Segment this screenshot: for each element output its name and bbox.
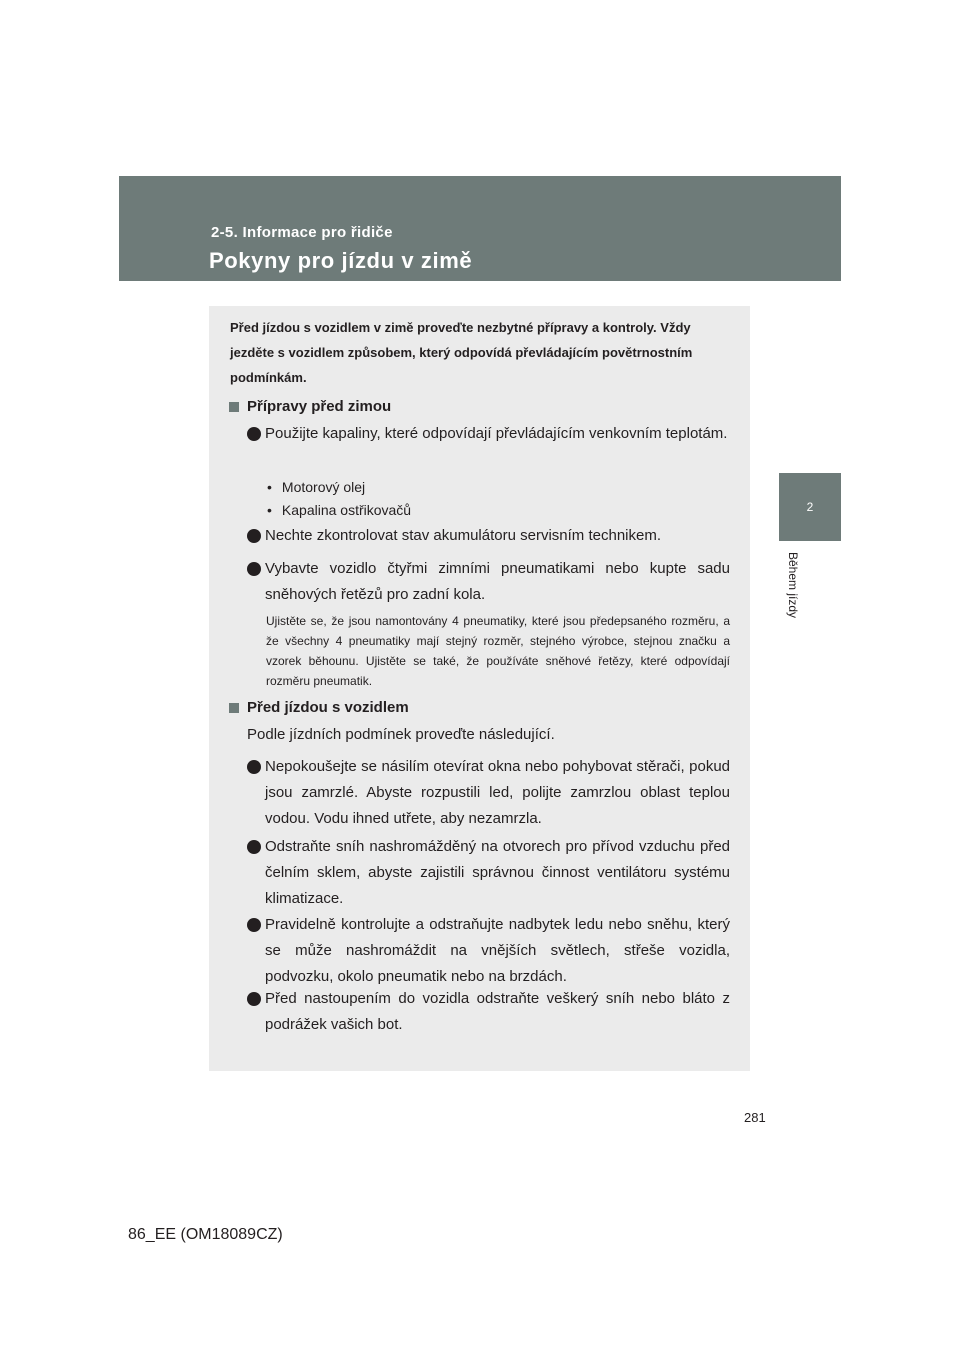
- round-bullet-icon: [247, 529, 261, 543]
- intro-text: Před jízdou s vozidlem v zimě proveďte nezbytné přípravy a kontroly. Vždy jezděte s vozidlem způsobem, který odpovídá převládajícím povětrnostním podmínkám.: [230, 320, 693, 385]
- list-item: [247, 523, 730, 549]
- list-item-text: Odstraňte sníh nashromážděný na otvorech pro přívod vzduchu před čelním sklem, abyste zajistili správnou činnost ventilátoru systému klimatizace.: [265, 838, 730, 907]
- list-item: [247, 556, 730, 608]
- chapter-number: 2: [806, 500, 814, 514]
- list-item-text: Pravidelně kontrolujte a odstraňujte nadbytek ledu nebo sněhu, který se může nashromáždit na vnějších světlech, střeše vozidla, podvozku, okolo pneumatik nebo na brzdách.: [265, 916, 730, 985]
- section-number: 2-5. Informace pro řidiče: [211, 224, 393, 241]
- round-bullet-icon: [247, 840, 261, 854]
- round-bullet-icon: [247, 427, 261, 441]
- page-title: Pokyny pro jízdu v zimě: [209, 248, 473, 273]
- square-bullet-icon: [229, 402, 239, 412]
- list-item-text: Nechte zkontrolovat stav akumulátoru servisním technikem.: [265, 527, 661, 544]
- sub-item-text: Kapalina ostřikovačů: [281, 502, 412, 518]
- section-heading-before-driving: [229, 699, 409, 716]
- list-item-text: Použijte kapaliny, které odpovídají převládajícím venkovním teplotám.: [265, 425, 728, 442]
- list-item: [247, 754, 730, 832]
- list-item: [247, 912, 730, 990]
- section-lead: Podle jízdních podmínek proveďte následující.: [247, 726, 555, 743]
- note-text: Ujistěte se, že jsou namontovány 4 pneumatiky, které jsou předepsaného rozměru, a že všechny 4 pneumatiky mají stejný rozměr, stejného výrobce, stejnou značku a vzorek běhounu. Ujistěte se také, že používáte sněhové řetězy, které odpovídají rozměru pneumatik.: [266, 614, 730, 688]
- list-item: [247, 834, 730, 912]
- round-bullet-icon: [247, 760, 261, 774]
- footer-code: 86_EE (OM18089CZ): [128, 1226, 283, 1243]
- dot-icon: •: [267, 502, 272, 518]
- round-bullet-icon: [247, 562, 261, 576]
- list-item-text: Před nastoupením do vozidla odstraňte veškerý sníh nebo bláto z podrážek vašich bot.: [265, 990, 730, 1033]
- chapter-label: Během jízdy: [786, 552, 800, 619]
- dot-icon: •: [267, 479, 272, 495]
- round-bullet-icon: [247, 992, 261, 1006]
- sub-item: [267, 500, 411, 521]
- chapter-tab: [779, 473, 841, 541]
- list-item: [247, 421, 730, 447]
- section-heading-label: Přípravy před zimou: [247, 398, 392, 415]
- square-bullet-icon: [229, 703, 239, 713]
- page-number: 281: [744, 1110, 766, 1125]
- sub-item: [267, 477, 365, 498]
- round-bullet-icon: [247, 918, 261, 932]
- sub-item-text: Motorový olej: [281, 479, 366, 495]
- list-item: [247, 986, 730, 1038]
- list-item-text: Nepokoušejte se násilím otevírat okna nebo pohybovat stěrači, pokud jsou zamrzlé. Abyste rozpustili led, polijte zamrzlou oblast teplou vodou. Vodu ihned utřete, aby nezamrzla.: [265, 758, 730, 827]
- section-heading-preparation: [229, 398, 391, 415]
- section-heading-label: Před jízdou s vozidlem: [247, 699, 409, 716]
- list-item-text: Vybavte vozidlo čtyřmi zimními pneumatikami nebo kupte sadu sněhových řetězů pro zadní kola.: [265, 560, 730, 603]
- chapter-label-wrap: [780, 552, 810, 632]
